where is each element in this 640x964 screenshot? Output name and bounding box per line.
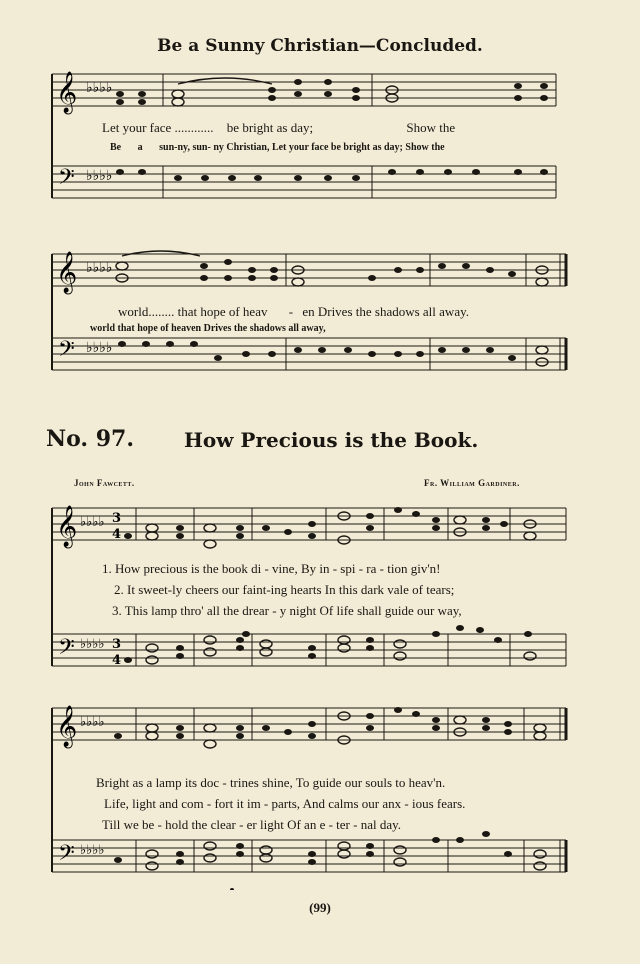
flat-icon: ♭♭♭♭ <box>80 714 105 729</box>
verse-line-2: 2. It sweet-ly cheers our faint-ing hearts In this dark vale of tears; <box>114 582 455 597</box>
hymn-composer: Fr. William Gardiner. <box>424 478 520 488</box>
verse-line-3: Till we be - hold the clear - er light Of an e - ter - nal day. <box>102 817 402 832</box>
hymn2-system-2 <box>0 700 640 895</box>
verse-line-1: Bright as a lamp its doc - trines shine, To guide our souls to heav'n. <box>96 775 446 790</box>
hymn1-system-1-lyrics-bottom: Be a sun-ny, sun- ny Christian, Let your face be bright as day; Show the <box>110 142 445 153</box>
flat-icon: ♭♭♭♭ <box>80 636 105 651</box>
treble-clef-icon: 𝄞 <box>56 506 78 546</box>
treble-clef-icon: 𝄞 <box>56 252 78 292</box>
page-number: (99) <box>309 900 331 915</box>
flat-icon: ♭♭♭♭ <box>86 261 113 276</box>
hymn2-title: How Precious is the Book. <box>184 428 479 452</box>
svg-text:4: 4 <box>112 653 122 668</box>
svg-text:4: 4 <box>112 527 122 542</box>
hymn2-verses-1 <box>102 558 462 621</box>
verse-line-1: 1. How precious is the book di - vine, By in - spi - ra - tion giv'n! <box>102 561 441 576</box>
bass-clef-icon: 𝄢 <box>58 165 75 194</box>
hymn-number: No. 97. <box>46 426 134 452</box>
flat-icon: ♭♭♭♭ <box>86 341 113 356</box>
hymn-author: John Fawcett. <box>74 478 135 488</box>
bass-clef-icon: 𝄢 <box>58 337 75 366</box>
hymn1-system-2-lyrics-bottom: world that hope of heaven Drives the shadows all away, <box>90 323 326 334</box>
hymn1-title: Be a Sunny Christian—Concluded. <box>157 36 483 56</box>
svg-text:3: 3 <box>112 637 122 652</box>
flat-icon: ♭♭♭♭ <box>86 169 113 184</box>
bass-clef-icon: 𝄢 <box>58 635 75 664</box>
hymn2-system-1 <box>0 500 640 695</box>
flat-icon: ♭♭♭♭ <box>80 514 105 529</box>
hymn1-system-2 <box>0 248 640 393</box>
flat-icon: ♭♭♭♭ <box>86 81 113 96</box>
svg-text:3: 3 <box>112 511 122 526</box>
flat-icon: ♭♭♭♭ <box>80 842 105 857</box>
treble-clef-icon: 𝄞 <box>56 72 78 112</box>
treble-clef-icon: 𝄞 <box>56 706 78 746</box>
hymn1-system-1 <box>0 68 640 223</box>
hymn1-system-1-lyrics-top: Let your face ............ be bright as day; Show the <box>102 120 456 135</box>
bass-clef-icon: 𝄢 <box>58 841 75 870</box>
hymn2-verses-2 <box>96 772 465 835</box>
verse-line-3: 3. This lamp thro' all the drear - y night Of life shall guide our way, <box>112 603 462 618</box>
hymn1-system-2-lyrics-top: world........ that hope of heav - en Drives the shadows all away. <box>118 304 469 319</box>
verse-line-2: Life, light and com - fort it im - parts, And calms our anx - ious fears. <box>104 796 466 811</box>
